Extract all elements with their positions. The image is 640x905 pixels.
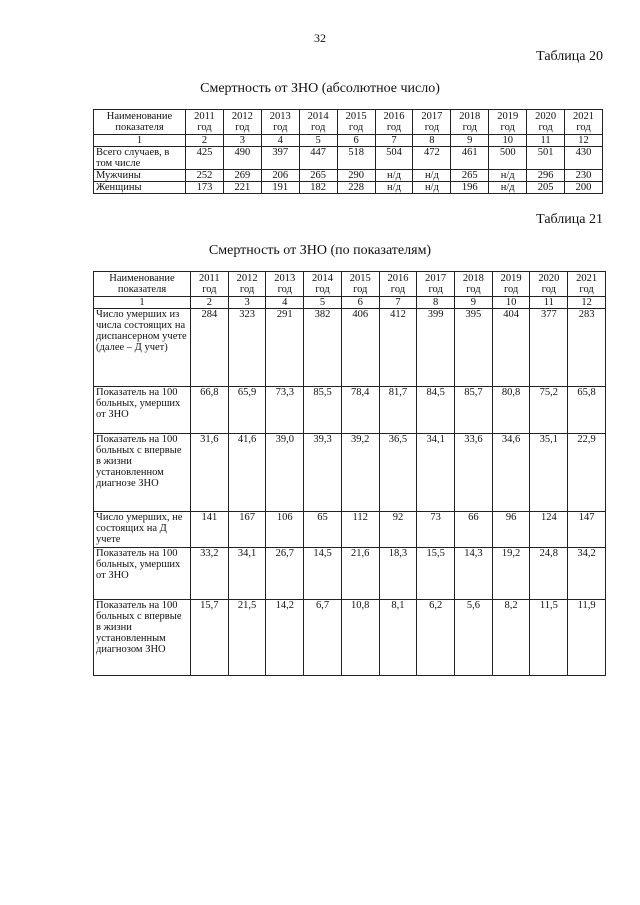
table-cell: 85,5 [304, 387, 342, 434]
table-cell: 22,9 [568, 434, 606, 512]
table21 [93, 271, 606, 676]
table-cell: 33,2 [191, 548, 229, 600]
header-cell: 2019 год [492, 272, 530, 297]
table-cell: 31,6 [191, 434, 229, 512]
table-cell: 269 [223, 170, 261, 182]
table-cell: 500 [489, 147, 527, 170]
table-cell: н/д [375, 182, 413, 194]
header-cell: 2021 год [568, 272, 606, 297]
table-cell: 65,9 [228, 387, 266, 434]
table-cell: 75,2 [530, 387, 568, 434]
table-cell: 296 [527, 170, 565, 182]
table-cell: 284 [191, 309, 229, 387]
index-cell: 9 [455, 297, 493, 309]
table-cell: 6,7 [304, 600, 342, 676]
table-cell: 80,8 [492, 387, 530, 434]
table-cell: 461 [451, 147, 489, 170]
table-cell: 112 [341, 512, 379, 548]
header-cell: 2014 год [299, 110, 337, 135]
table-cell: н/д [413, 170, 451, 182]
table-row [94, 548, 606, 600]
table-cell: 18,3 [379, 548, 417, 600]
table-cell: 124 [530, 512, 568, 548]
table-cell: 8,1 [379, 600, 417, 676]
index-cell: 1 [94, 135, 186, 147]
header-cell: 2015 год [341, 272, 379, 297]
index-cell: 11 [527, 135, 565, 147]
table-cell: 490 [223, 147, 261, 170]
table-cell: 6,2 [417, 600, 455, 676]
index-cell: 1 [94, 297, 191, 309]
header-cell: 2016 год [375, 110, 413, 135]
table21-title: Смертность от ЗНО (по показателям) [208, 243, 432, 258]
index-cell: 6 [337, 135, 375, 147]
header-cell: 2021 год [565, 110, 603, 135]
table-cell: 200 [565, 182, 603, 194]
table-row [94, 147, 603, 170]
table-cell: 96 [492, 512, 530, 548]
table-cell: н/д [489, 170, 527, 182]
table-cell: 472 [413, 147, 451, 170]
table-cell: 39,2 [341, 434, 379, 512]
table-cell: 252 [186, 170, 224, 182]
table-cell: 84,5 [417, 387, 455, 434]
table-cell: 21,6 [341, 548, 379, 600]
table-cell: 173 [186, 182, 224, 194]
header-cell: Наименование показателя [94, 110, 186, 135]
header-cell: 2012 год [223, 110, 261, 135]
table-cell: 141 [191, 512, 229, 548]
table-cell: 21,5 [228, 600, 266, 676]
index-cell: 12 [568, 297, 606, 309]
table-cell: 196 [451, 182, 489, 194]
header-cell: 2011 год [191, 272, 229, 297]
table-cell: 34,2 [568, 548, 606, 600]
index-cell: 4 [261, 135, 299, 147]
header-cell: 2011 год [186, 110, 224, 135]
index-cell: 2 [191, 297, 229, 309]
table-cell: 34,1 [228, 548, 266, 600]
index-cell: 10 [492, 297, 530, 309]
table20-header-row [94, 110, 603, 135]
table-cell: 34,6 [492, 434, 530, 512]
table-cell: 65,8 [568, 387, 606, 434]
table-cell: 430 [565, 147, 603, 170]
header-cell: 2013 год [261, 110, 299, 135]
table-cell: 147 [568, 512, 606, 548]
table-cell: 24,8 [530, 548, 568, 600]
header-cell: 2018 год [451, 110, 489, 135]
table-cell: 5,6 [455, 600, 493, 676]
table-cell: 78,4 [341, 387, 379, 434]
page-number: 32 [314, 31, 326, 45]
table-row [94, 182, 603, 194]
table-row [94, 387, 606, 434]
table20-label: Таблица 20 [536, 49, 603, 64]
index-cell: 11 [530, 297, 568, 309]
row-label: Всего случаев, в том числе [94, 147, 186, 170]
table-cell: 65 [304, 512, 342, 548]
table-cell: 290 [337, 170, 375, 182]
index-cell: 8 [413, 135, 451, 147]
table-cell: 182 [299, 182, 337, 194]
row-label: Женщины [94, 182, 186, 194]
table-cell: 41,6 [228, 434, 266, 512]
table-cell: 15,7 [191, 600, 229, 676]
table-cell: 26,7 [266, 548, 304, 600]
table-row [94, 600, 606, 676]
table-cell: 265 [451, 170, 489, 182]
table-cell: 230 [565, 170, 603, 182]
table-cell: н/д [413, 182, 451, 194]
table-cell: 265 [299, 170, 337, 182]
table-row [94, 434, 606, 512]
table-cell: 10,8 [341, 600, 379, 676]
index-cell: 3 [228, 297, 266, 309]
table-cell: 504 [375, 147, 413, 170]
index-cell: 2 [186, 135, 224, 147]
table-cell: 39,3 [304, 434, 342, 512]
table-cell: 14,3 [455, 548, 493, 600]
table-cell: 14,2 [266, 600, 304, 676]
table20 [93, 109, 603, 194]
row-label: Показатель на 100 больных с впервые в жизни установленном диагнозе ЗНО [94, 434, 191, 512]
table-cell: 221 [223, 182, 261, 194]
table-cell: 36,5 [379, 434, 417, 512]
row-label: Мужчины [94, 170, 186, 182]
table-cell: 425 [186, 147, 224, 170]
row-label: Число умерших, не состоящих на Д учете [94, 512, 191, 548]
header-cell: 2015 год [337, 110, 375, 135]
table-cell: 205 [527, 182, 565, 194]
table-cell: 228 [337, 182, 375, 194]
index-cell: 6 [341, 297, 379, 309]
row-label: Показатель на 100 больных, умерших от ЗНО [94, 387, 191, 434]
table-cell: 85,7 [455, 387, 493, 434]
header-cell: 2018 год [455, 272, 493, 297]
table-cell: 447 [299, 147, 337, 170]
table-cell: 35,1 [530, 434, 568, 512]
table-row [94, 309, 606, 387]
index-cell: 12 [565, 135, 603, 147]
index-cell: 8 [417, 297, 455, 309]
table-row [94, 512, 606, 548]
table-row [94, 170, 603, 182]
table-cell: 397 [261, 147, 299, 170]
table-cell: 14,5 [304, 548, 342, 600]
table-cell: 66 [455, 512, 493, 548]
header-cell: 2012 год [228, 272, 266, 297]
index-cell: 5 [299, 135, 337, 147]
header-cell: 2017 год [413, 110, 451, 135]
table-cell: 39,0 [266, 434, 304, 512]
table-cell: 106 [266, 512, 304, 548]
header-cell: 2016 год [379, 272, 417, 297]
table-cell: н/д [489, 182, 527, 194]
index-cell: 9 [451, 135, 489, 147]
table-cell: 412 [379, 309, 417, 387]
table-cell: 73,3 [266, 387, 304, 434]
index-cell: 3 [223, 135, 261, 147]
header-cell: 2019 год [489, 110, 527, 135]
table-cell: 283 [568, 309, 606, 387]
table20-title: Смертность от ЗНО (абсолютное число) [200, 81, 440, 96]
header-cell: 2020 год [527, 110, 565, 135]
table20-index-row [94, 135, 603, 147]
header-cell: Наименование показателя [94, 272, 191, 297]
table-cell: 377 [530, 309, 568, 387]
table-cell: 501 [527, 147, 565, 170]
table-cell: 191 [261, 182, 299, 194]
table-cell: 206 [261, 170, 299, 182]
table-cell: н/д [375, 170, 413, 182]
table-cell: 382 [304, 309, 342, 387]
table-cell: 33,6 [455, 434, 493, 512]
table-cell: 34,1 [417, 434, 455, 512]
table-cell: 8,2 [492, 600, 530, 676]
row-label: Показатель на 100 больных, умерших от ЗНО [94, 548, 191, 600]
row-label: Число умерших из числа состоящих на диспансерном учете (далее – Д учет) [94, 309, 191, 387]
table-cell: 66,8 [191, 387, 229, 434]
table-cell: 73 [417, 512, 455, 548]
table-cell: 167 [228, 512, 266, 548]
table-cell: 11,9 [568, 600, 606, 676]
index-cell: 4 [266, 297, 304, 309]
index-cell: 10 [489, 135, 527, 147]
header-cell: 2013 год [266, 272, 304, 297]
table-cell: 81,7 [379, 387, 417, 434]
table-cell: 11,5 [530, 600, 568, 676]
table21-header-row [94, 272, 606, 297]
table21-label: Таблица 21 [536, 212, 603, 227]
table21-index-row [94, 297, 606, 309]
index-cell: 7 [379, 297, 417, 309]
row-label: Показатель на 100 больных с впервые в жизни установленным диагнозом ЗНО [94, 600, 191, 676]
table-cell: 399 [417, 309, 455, 387]
index-cell: 5 [304, 297, 342, 309]
table-cell: 406 [341, 309, 379, 387]
table-cell: 15,5 [417, 548, 455, 600]
table-cell: 291 [266, 309, 304, 387]
index-cell: 7 [375, 135, 413, 147]
table-cell: 92 [379, 512, 417, 548]
header-cell: 2014 год [304, 272, 342, 297]
table-cell: 404 [492, 309, 530, 387]
table-cell: 19,2 [492, 548, 530, 600]
header-cell: 2020 год [530, 272, 568, 297]
table-cell: 323 [228, 309, 266, 387]
table-cell: 518 [337, 147, 375, 170]
header-cell: 2017 год [417, 272, 455, 297]
table-cell: 395 [455, 309, 493, 387]
